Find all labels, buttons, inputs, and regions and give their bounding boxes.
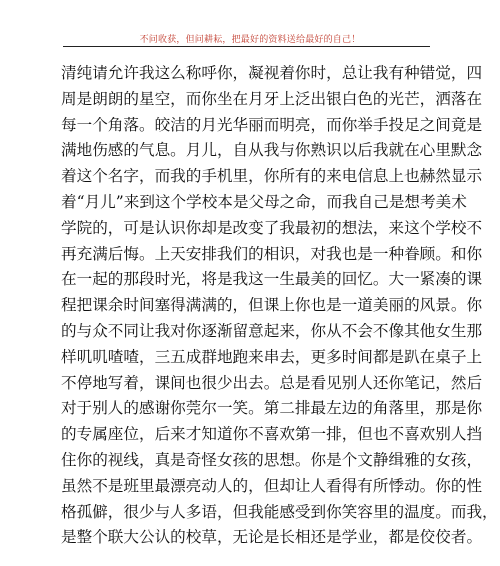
text-line: 住你的视线，真是奇怪女孩的思想。你是个文静缉雅的女孩， xyxy=(61,450,483,469)
text-line: 不停地写着，课间也很少出去。总是看见别人还你笔记，然后 xyxy=(61,373,483,392)
text-line: 虽然不是班里最漂亮动人的，但却让人看得有所悸动。你的性 xyxy=(61,476,483,495)
text-line: 再充满后悔。上天安排我们的相识，对我也是一种眷顾。和你 xyxy=(61,244,483,263)
text-line: 样叽叽喳喳，三五成群地跑来串去，更多时间都是趴在桌子上 xyxy=(61,347,483,366)
body-paragraph xyxy=(61,61,498,551)
text-line: 在一起的那段时光，将是我这一生最美的回忆。大一紧凑的课 xyxy=(61,270,483,289)
text-line: 着这个名字，而我的手机里，你所有的来电信息上也赫然显示 xyxy=(61,167,483,186)
text-line: 满地伤感的气息。月儿，自从我与你熟识以后我就在心里默念 xyxy=(61,141,483,160)
text-line: 学院的，可是认识你却是改变了我最初的想法，来这个学校不 xyxy=(61,218,483,237)
text-line: 对于别人的感谢你莞尔一笑。第二排最左边的角落里，那是你 xyxy=(61,399,483,418)
header-divider xyxy=(63,46,430,47)
text-line: 的专属座位，后来才知道你不喜欢第一排，但也不喜欢别人挡 xyxy=(61,425,483,444)
text-line: 清纯请允许我这么称呼你，凝视着你时，总让我有种错觉，四 xyxy=(61,64,483,82)
text-line: 是整个联大公认的校草，无论是长相还是学业，都是佼佼者。 xyxy=(61,528,483,547)
text-line: 格孤僻，很少与人多语，但我能感受到你笑容里的温度。而我， xyxy=(61,502,498,521)
text-line: 的与众不同让我对你逐渐留意起来，你从不会不像其他女生那 xyxy=(61,321,483,340)
page-header: 不问收获，但问耕耘，把最好的资料送给最好的自己！ xyxy=(139,35,361,45)
text-line: 着“月儿”来到这个学校本是父母之命，而我自己是想考美术 xyxy=(61,192,467,211)
text-line: 每一个角落。皎洁的月光华丽而明亮，而你举手投足之间竟是 xyxy=(61,115,483,134)
text-line: 程把课余时间塞得满满的，但课上你也是一道美丽的风景。你 xyxy=(61,296,483,315)
text-line: 周是朗朗的星空，而你坐在月牙上泛出银白色的光芒，洒落在 xyxy=(61,89,483,108)
